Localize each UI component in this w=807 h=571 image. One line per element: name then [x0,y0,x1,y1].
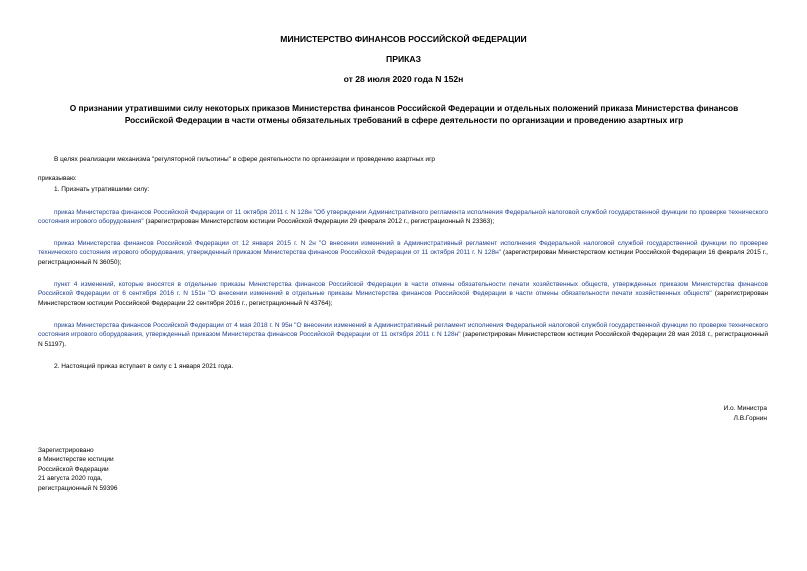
repealed-order-link-2[interactable]: приказ Министерства финансов Российской Федерации от 12 января 2015 г. N 2н "О внесении изменений в Административный регламент исполнения Федеральной налоговой службой государственной функции по проверке технического состояния игрового оборудования, утвержденный приказом Министерства финансов Российской Федерации от 11 октября 2011 г. N 128н" [38,240,768,257]
repealed-paragraph-3 [38,280,768,308]
registration-note-3: (зарегистрирован Министерством юстиции Российской Федерации 22 сентября 2016 г., регистрационный N 43764); [38,290,768,307]
doc-type-heading: ПРИКАЗ [386,54,421,64]
repealed-order-link-1[interactable]: приказ Министерства финансов Российской Федерации от 11 октября 2011 г. N 128н "Об утверждении Административного регламента исполнения Федеральной налоговой службой государственной функции по проверке технического состояния игрового оборудования" [38,209,768,226]
registration-line-2: в Министерстве юстиции [38,456,114,463]
date-number-heading: от 28 июля 2020 года N 152н [343,74,464,84]
order-word: приказываю: [38,175,77,182]
item-1: 1. Признать утратившими силу: [54,186,150,193]
registration-line-1: Зарегистрировано [38,447,94,454]
registration-line-4: 21 августа 2020 года, [38,475,103,482]
repealed-paragraph-2 [38,239,768,267]
registration-line-5: регистрационный N 59396 [38,485,118,492]
registration-note-4: (зарегистрирован Министерством юстиции Российской Федерации 28 мая 2018 г., регистрационный N 51197). [38,331,768,348]
registration-line-3: Российской Федерации [38,466,109,473]
repealed-order-link-3[interactable]: пункт 4 изменений, которые вносятся в отдельные приказы Министерства финансов Российской Федерации в части отмены обязательности печати хозяйственных обществ, утвержденных приказом Министерства финансов Российской Федерации от 6 сентября 2016 г. N 151н "О внесении изменений в отдельные приказы Министерства финансов Российской Федерации в части отмены обязательности печати хозяйственных обществ" [38,281,768,298]
preamble: В целях реализации механизма "регуляторной гильотины" в сфере деятельности по организации и проведению азартных игр [54,156,436,163]
item-2: 2. Настоящий приказ вступает в силу с 1 января 2021 года. [54,363,234,370]
registration-note-1: (зарегистрирован Министерством юстиции Российской Федерации 29 февраля 2012 г., регистрационный N 23363); [143,218,495,226]
document-title-line-2: Российской Федерации в части отмены обязательных требований в сфере деятельности по организации и проведению азартных игр [124,115,684,125]
signatory-name: Л.В.Горнин [733,415,767,422]
ministry-heading: МИНИСТЕРСТВО ФИНАНСОВ РОССИЙСКОЙ ФЕДЕРАЦИИ [280,34,527,44]
registration-note-2: (зарегистрирован Министерством юстиции Российской Федерации 16 февраля 2015 г., регистрационный N 36050); [38,249,768,266]
signatory-position: И.о. Министра [723,405,767,412]
repealed-order-link-4[interactable]: приказ Министерства финансов Российской Федерации от 4 мая 2018 г. N 95н "О внесении изменений в Административный регламент исполнения Федеральной налоговой службой государственной функции по проверке технического состояния игрового оборудования, утвержденный приказом Министерства финансов Российской Федерации от 11 октября 2011 г. N 128н" [38,322,768,339]
document-title-line-1: О признании утратившими силу некоторых приказов Министерства финансов Российской Федерации и отдельных положений приказа Министерства финансов [69,103,739,113]
repealed-paragraph-1 [38,208,768,227]
repealed-paragraph-4 [38,321,768,349]
